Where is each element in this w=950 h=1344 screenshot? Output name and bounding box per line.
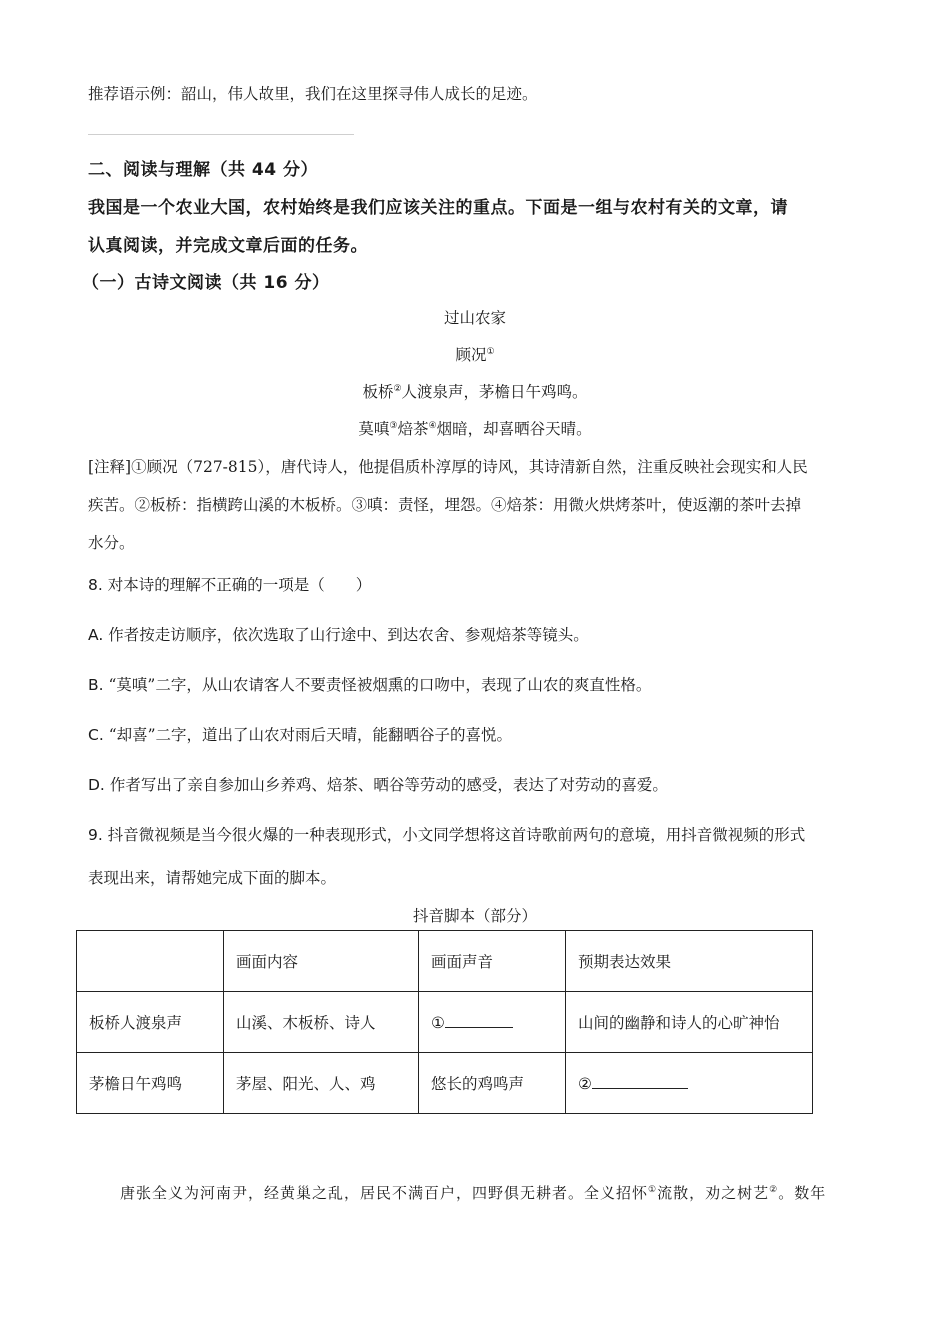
example-line: 推荐语示例：韶山，伟人故里，我们在这里探寻伟人成长的足迹。 bbox=[88, 85, 538, 103]
poem-line-2 bbox=[0, 417, 950, 439]
question-number: 8. bbox=[88, 576, 103, 594]
table-cell: 茅檐日午鸡鸣 bbox=[77, 1053, 224, 1114]
option-text: 作者写出了亲自参加山乡养鸡、焙茶、晒谷等劳动的感受，表达了对劳动的喜爱。 bbox=[109, 776, 668, 794]
question-9 bbox=[88, 823, 805, 845]
table-cell: 悠长的鸡鸣声 bbox=[419, 1053, 566, 1114]
question-number: 9. bbox=[88, 826, 103, 844]
section-instruction-line1: 我国是一个农业大国，农村始终是我们应该关注的重点。下面是一组与农村有关的文章，请 bbox=[88, 198, 788, 218]
poem-author-name: 顾况 bbox=[455, 346, 487, 364]
option-text: “莫嗔”二字，从山农请客人不要责怪被烟熏的口吻中，表现了山农的爽直性格。 bbox=[108, 676, 652, 694]
option-label: B. bbox=[88, 676, 104, 694]
passage-text: 。数年 bbox=[778, 1184, 827, 1202]
part-title: （一）古诗文阅读（共 16 分） bbox=[82, 273, 330, 293]
poem-text: 板桥 bbox=[362, 383, 394, 401]
answer-blank-cell[interactable] bbox=[419, 992, 566, 1053]
question-9-stem-line2: 表现出来，请帮她完成下面的脚本。 bbox=[88, 869, 337, 887]
table-row bbox=[77, 992, 813, 1053]
poem-author bbox=[0, 343, 950, 365]
option-label: D. bbox=[88, 776, 105, 794]
footnote-mark: ① bbox=[486, 346, 495, 357]
table-header-cell: 预期表达效果 bbox=[566, 931, 813, 992]
footnote-mark: ① bbox=[648, 1185, 658, 1195]
divider-line bbox=[88, 134, 354, 135]
option-text: 作者按走访顺序，依次选取了山行途中、到达农舍、参观焙茶等镜头。 bbox=[108, 626, 589, 644]
notes-line2: 疾苦。②板桥：指横跨山溪的木板桥。③嗔：责怪，埋怨。④焙茶：用微火烘烤茶叶，使返潮的茶叶去掉 bbox=[88, 496, 802, 514]
table-cell: 板桥人渡泉声 bbox=[77, 992, 224, 1053]
footnote-mark: ③ bbox=[389, 420, 398, 431]
question-8 bbox=[88, 573, 371, 595]
answer-blank-line[interactable] bbox=[445, 1013, 513, 1028]
option-label: C. bbox=[88, 726, 104, 744]
footnote-mark: ② bbox=[769, 1185, 779, 1195]
option-b[interactable] bbox=[88, 673, 651, 695]
answer-blank-line[interactable] bbox=[592, 1074, 688, 1089]
question-stem: 对本诗的理解不正确的一项是（ ） bbox=[107, 576, 372, 594]
poem-line-1 bbox=[0, 380, 950, 402]
notes-line3: 水分。 bbox=[88, 534, 135, 552]
question-stem-line1: 抖音微视频是当今很火爆的一种表现形式，小文同学想将这首诗歌前两句的意境，用抖音微视频的形式 bbox=[107, 826, 806, 844]
poem-text: 焙茶 bbox=[397, 420, 429, 438]
passage-text: 唐张全义为河南尹，经黄巢之乱，居民不满百户，四野俱无耕者。全义招怀 bbox=[120, 1184, 649, 1202]
option-label: A. bbox=[88, 626, 104, 644]
table-row bbox=[77, 1053, 813, 1114]
table-header-cell bbox=[77, 931, 224, 992]
poem-title: 过山农家 bbox=[443, 309, 506, 327]
table-title: 抖音脚本（部分） bbox=[412, 907, 537, 925]
table-header-cell: 画面声音 bbox=[419, 931, 566, 992]
blank-number: ① bbox=[431, 1013, 445, 1032]
section-instruction-line2: 认真阅读，并完成文章后面的任务。 bbox=[88, 236, 368, 256]
footnote-mark: ② bbox=[393, 383, 402, 394]
option-c[interactable] bbox=[88, 723, 512, 745]
table-header-cell: 画面内容 bbox=[224, 931, 419, 992]
table-header-row bbox=[77, 931, 813, 992]
poem-text: 莫嗔 bbox=[358, 420, 390, 438]
option-a[interactable] bbox=[88, 623, 589, 645]
table-cell: 山间的幽静和诗人的心旷神怡 bbox=[566, 992, 813, 1053]
poem-text: 烟暗，却喜晒谷天晴。 bbox=[436, 420, 592, 438]
notes-line1: [注释]①顾况（727-815），唐代诗人，他提倡质朴淳厚的诗风，其诗清新自然，注重反映社会现实和人民 bbox=[88, 458, 808, 476]
table-cell: 山溪、木板桥、诗人 bbox=[224, 992, 419, 1053]
answer-blank-cell[interactable] bbox=[566, 1053, 813, 1114]
table-cell: 茅屋、阳光、人、鸡 bbox=[224, 1053, 419, 1114]
poem-text: 人渡泉声，茅檐日午鸡鸣。 bbox=[401, 383, 588, 401]
passage-line1 bbox=[120, 1182, 826, 1203]
section-title: 二、阅读与理解（共 44 分） bbox=[88, 160, 318, 180]
option-d[interactable] bbox=[88, 773, 668, 795]
blank-number: ② bbox=[578, 1074, 592, 1093]
option-text: “却喜”二字，道出了山农对雨后天晴，能翻晒谷子的喜悦。 bbox=[108, 726, 513, 744]
script-table bbox=[76, 930, 813, 1114]
footnote-mark: ④ bbox=[428, 420, 437, 431]
passage-text: 流散，劝之树艺 bbox=[657, 1184, 770, 1202]
